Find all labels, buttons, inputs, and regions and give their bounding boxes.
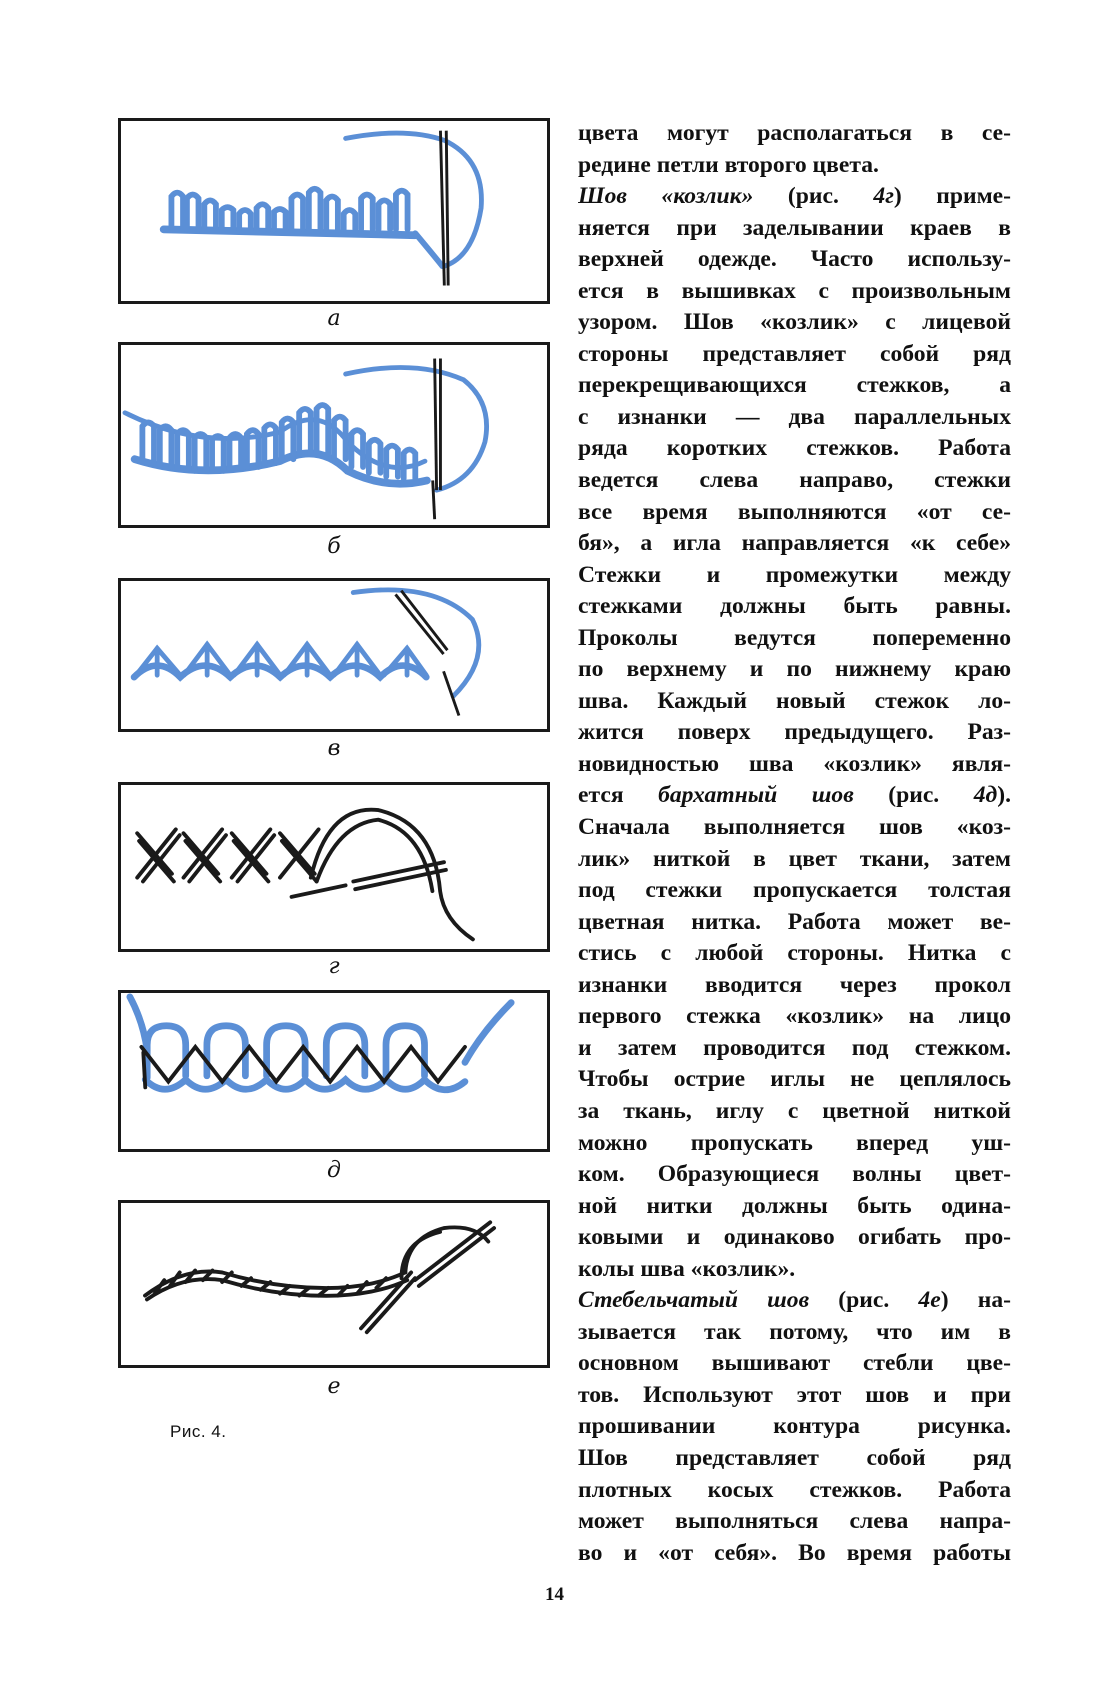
text-line: колы шва «козлик». bbox=[578, 1255, 796, 1282]
panel-label-v: в bbox=[327, 736, 341, 761]
panel-a-blanket-stitch bbox=[118, 118, 550, 304]
italic-term: Шов «козлик» bbox=[578, 183, 754, 210]
text-line: цветная нитка. Работа может ве- bbox=[578, 908, 1011, 935]
text-line: стись с любой стороны. Нитка с bbox=[578, 940, 1011, 967]
scallop-stitch-illustration bbox=[121, 581, 547, 729]
text-line: стежками должны быть равны. bbox=[578, 593, 1011, 620]
text-fragment: (рис. bbox=[809, 1287, 919, 1314]
text-line: под стежки пропускается толстая bbox=[578, 877, 1011, 904]
text-line: бя», а игла направляется «к себе» bbox=[578, 530, 1011, 557]
body-text-column bbox=[578, 118, 1011, 1569]
text-line: с изнанки — два параллельных bbox=[578, 403, 1011, 430]
panel-label-b: б bbox=[327, 534, 341, 559]
text-fragment: ) приме- bbox=[893, 183, 1011, 210]
page-number: 14 bbox=[545, 1584, 564, 1605]
figure-4 bbox=[118, 118, 558, 1558]
text-fragment: (рис. bbox=[853, 782, 974, 809]
text-line: лик» ниткой в цвет ткани, затем bbox=[578, 845, 1011, 872]
text-line: ется в вышивках с произвольным bbox=[578, 277, 1011, 304]
text-line: изнанки вводится через прокол bbox=[578, 971, 1011, 998]
text-line: можно пропускать вперед уш- bbox=[578, 1129, 1011, 1156]
velvet-stitch-illustration bbox=[121, 993, 547, 1149]
text-line: редине петли второго цвета. bbox=[578, 151, 879, 178]
text-line: может выполняться слева напра- bbox=[578, 1508, 1011, 1535]
text-line: во и «от себя». Во время работы bbox=[578, 1539, 1011, 1566]
text-line: новидностью шва «козлик» явля- bbox=[578, 750, 1011, 777]
text-line: ряда коротких стежков. Работа bbox=[578, 435, 1011, 462]
italic-term: 4е bbox=[918, 1287, 941, 1314]
text-line: ведется слева направо, стежки bbox=[578, 467, 1011, 494]
text-line: Стежки и промежутки между bbox=[578, 561, 1011, 588]
figure-caption: Рис. 4. bbox=[170, 1422, 227, 1441]
panel-d-velvet-stitch bbox=[118, 990, 550, 1152]
text-line: и затем проводится под стежком. bbox=[578, 1034, 1011, 1061]
stem-stitch-illustration bbox=[121, 1203, 547, 1365]
text-line: шва. Каждый новый стежок ло- bbox=[578, 687, 1011, 714]
herringbone-stitch-illustration bbox=[121, 785, 547, 949]
text-fragment: ) на- bbox=[940, 1287, 1011, 1314]
text-fragment: (рис. bbox=[753, 183, 874, 210]
panel-label-e: е bbox=[327, 1374, 341, 1399]
italic-term: 4г bbox=[873, 183, 894, 210]
text-line: перекрещивающихся стежков, а bbox=[578, 372, 1011, 399]
text-line: стороны представляет собой ряд bbox=[578, 340, 1011, 367]
wave-blanket-stitch-illustration bbox=[121, 345, 547, 525]
blanket-stitch-illustration bbox=[121, 121, 547, 301]
text-line: зывается так потому, что им в bbox=[578, 1318, 1011, 1345]
text-line bbox=[578, 780, 1011, 812]
text-line: жится поверх предыдущего. Раз- bbox=[578, 719, 1011, 746]
text-line: верхней одежде. Часто использу- bbox=[578, 246, 1011, 273]
text-line: все время выполняются «от се- bbox=[578, 498, 1011, 525]
italic-term: Стебельчатый шов bbox=[578, 1287, 810, 1314]
panel-b-blanket-stitch-wave bbox=[118, 342, 550, 528]
text-line: цвета могут располагаться в се- bbox=[578, 120, 1011, 146]
panel-label-g: г bbox=[328, 954, 340, 979]
text-line bbox=[578, 181, 1011, 213]
text-line: няется при заделывании краев в bbox=[578, 214, 1011, 241]
text-line: первого стежка «козлик» на лицо bbox=[578, 1003, 1011, 1030]
text-line: ной нитки должны быть одина- bbox=[578, 1192, 1011, 1219]
panel-label-a: а bbox=[327, 306, 341, 331]
text-line: прошивании контура рисунка. bbox=[578, 1413, 1011, 1440]
panel-v-scallop-stitch bbox=[118, 578, 550, 732]
text-line: Проколы ведутся попеременно bbox=[578, 624, 1011, 651]
text-line: основном вышивают стебли цве- bbox=[578, 1350, 1011, 1377]
panel-g-herringbone-stitch bbox=[118, 782, 550, 952]
text-line: по верхнему и по нижнему краю bbox=[578, 656, 1011, 683]
italic-term: бархатный шов bbox=[658, 782, 854, 809]
text-fragment: ется bbox=[578, 782, 659, 809]
italic-term: 4д bbox=[973, 782, 998, 809]
text-line: за ткань, иглу с цветной ниткой bbox=[578, 1097, 1011, 1124]
text-line: Чтобы острие иглы не цеплялось bbox=[578, 1066, 1011, 1093]
panel-label-d: д bbox=[327, 1158, 341, 1183]
text-line: тов. Используют этот шов и при bbox=[578, 1381, 1011, 1408]
text-line: узором. Шов «козлик» с лицевой bbox=[578, 309, 1011, 336]
text-line: плотных косых стежков. Работа bbox=[578, 1476, 1011, 1503]
text-line: ком. Образующиеся волны цвет- bbox=[578, 1161, 1011, 1188]
text-line: Сначала выполняется шов «коз- bbox=[578, 814, 1011, 841]
panel-e-stem-stitch bbox=[118, 1200, 550, 1368]
text-line: ковыми и одинаково огибать про- bbox=[578, 1224, 1011, 1251]
text-line: Шов представляет собой ряд bbox=[578, 1444, 1011, 1471]
text-line bbox=[578, 1285, 1011, 1317]
text-fragment: ). bbox=[997, 782, 1011, 809]
